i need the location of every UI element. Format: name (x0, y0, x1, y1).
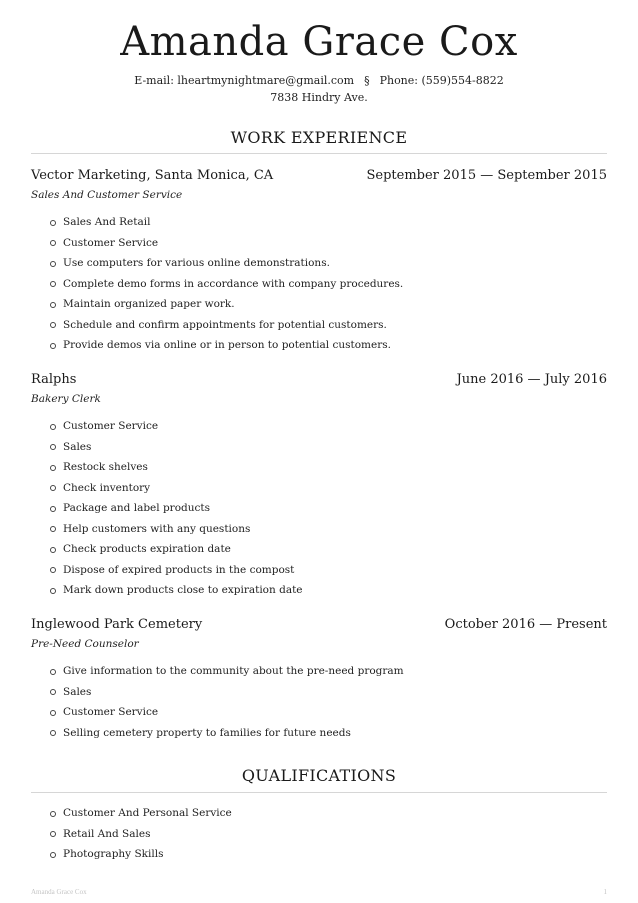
list-item (31, 437, 607, 458)
list-item-text: Sales And Retail (63, 216, 151, 228)
list-item-text: Complete demo forms in accordance with company procedures. (63, 277, 404, 290)
list-item-text: Mark down products close to expiration date (63, 584, 303, 596)
bullet-circle-icon (50, 302, 56, 308)
list-item (31, 457, 607, 478)
list-item (31, 498, 607, 519)
bullet-circle-icon (50, 831, 56, 837)
job-entry (31, 370, 607, 601)
list-item-text: Help customers with any questions (63, 522, 251, 535)
list-item-text: Sales (63, 685, 92, 698)
list-item-text: Customer Service (63, 420, 159, 432)
list-item-text: Give information to the community about the pre-need program (63, 665, 404, 677)
job-duties-list (31, 212, 607, 356)
list-item-text: Use computers for various online demonstrations. (63, 257, 330, 269)
list-item-text: Check products expiration date (63, 543, 231, 555)
job-company: Inglewood Park Cemetery (31, 617, 203, 632)
job-company: Ralphs (31, 372, 77, 387)
bullet-circle-icon (50, 588, 56, 594)
work-experience-heading: WORK EXPERIENCE (230, 128, 408, 147)
bullet-circle-icon (50, 710, 56, 716)
list-item (31, 560, 607, 581)
job-entry (31, 166, 607, 356)
email-text: E-mail: lheartmynightmare@gmail.com (134, 74, 355, 87)
job-role: Bakery Clerk (31, 393, 101, 405)
job-dates: June 2016 — July 2016 (456, 372, 607, 387)
list-item (31, 335, 607, 356)
job-duties-list (31, 416, 607, 601)
qualifications-heading: QUALIFICATIONS (241, 766, 397, 785)
list-item-text: Maintain organized paper work. (63, 298, 235, 310)
qualifications-block (31, 794, 607, 865)
list-item (31, 233, 607, 254)
list-item (31, 661, 607, 682)
list-item-text: Check inventory (63, 481, 151, 494)
page-number: 1 (603, 888, 607, 896)
list-item (31, 844, 607, 865)
bullet-circle-icon (50, 281, 56, 287)
bullet-circle-icon (50, 730, 56, 736)
list-item-text: Sales (63, 440, 92, 453)
job-header (31, 615, 607, 635)
bullet-circle-icon (50, 485, 56, 491)
list-item (31, 803, 607, 824)
job-dates: October 2016 — Present (444, 617, 607, 632)
contact-line (0, 72, 638, 89)
list-item-text: Customer And Personal Service (63, 807, 232, 819)
bullet-circle-icon (50, 322, 56, 328)
list-item-text: Retail And Sales (63, 827, 151, 840)
job-company: Vector Marketing, Santa Monica, CA (31, 168, 274, 183)
bullet-circle-icon (50, 669, 56, 675)
job-role: Sales And Customer Service (31, 189, 183, 201)
list-item (31, 294, 607, 315)
bullet-circle-icon (50, 811, 56, 817)
bullet-circle-icon (50, 424, 56, 430)
list-item-text: Schedule and confirm appointments for potential customers. (63, 318, 387, 331)
list-item-text: Package and label products (63, 502, 210, 514)
section-divider (31, 792, 607, 793)
address-text: 7838 Hindry Ave. (270, 91, 368, 104)
list-item (31, 416, 607, 437)
list-item (31, 539, 607, 560)
bullet-circle-icon (50, 261, 56, 267)
list-item-text: Dispose of expired products in the compost (63, 563, 295, 576)
section-sign-separator: § (364, 74, 370, 87)
bullet-circle-icon (50, 465, 56, 471)
job-header (31, 370, 607, 390)
list-item (31, 723, 607, 744)
job-dates: September 2015 — September 2015 (366, 168, 607, 183)
list-item (31, 212, 607, 233)
list-item (31, 253, 607, 274)
list-item-text: Photography Skills (63, 848, 164, 860)
list-item (31, 315, 607, 336)
list-item (31, 274, 607, 295)
list-item (31, 478, 607, 499)
job-duties-list (31, 661, 607, 743)
list-item-text: Restock shelves (63, 461, 148, 473)
list-item (31, 580, 607, 601)
contact-block (0, 72, 638, 106)
bullet-circle-icon (50, 444, 56, 450)
list-item-text: Customer Service (63, 236, 159, 249)
bullet-circle-icon (50, 689, 56, 695)
list-item-text: Selling cemetery property to families for future needs (63, 726, 351, 739)
bullet-circle-icon (50, 567, 56, 573)
list-item (31, 824, 607, 845)
bullet-circle-icon (50, 343, 56, 349)
list-item (31, 682, 607, 703)
footer-name: Amanda Grace Cox (31, 888, 87, 896)
bullet-circle-icon (50, 240, 56, 246)
bullet-circle-icon (50, 506, 56, 512)
list-item (31, 702, 607, 723)
list-item (31, 519, 607, 540)
bullet-circle-icon (50, 547, 56, 553)
list-item-text: Customer Service (63, 706, 159, 718)
qualifications-list (31, 803, 607, 865)
job-header (31, 166, 607, 186)
section-divider (31, 153, 607, 154)
list-item-text: Provide demos via online or in person to potential customers. (63, 339, 391, 351)
bullet-circle-icon (50, 220, 56, 226)
job-role: Pre-Need Counselor (31, 638, 139, 650)
job-entry (31, 615, 607, 743)
bullet-circle-icon (50, 852, 56, 858)
bullet-circle-icon (50, 526, 56, 532)
candidate-name: Amanda Grace Cox (120, 19, 518, 65)
phone-text: Phone: (559)554-8822 (379, 74, 504, 87)
